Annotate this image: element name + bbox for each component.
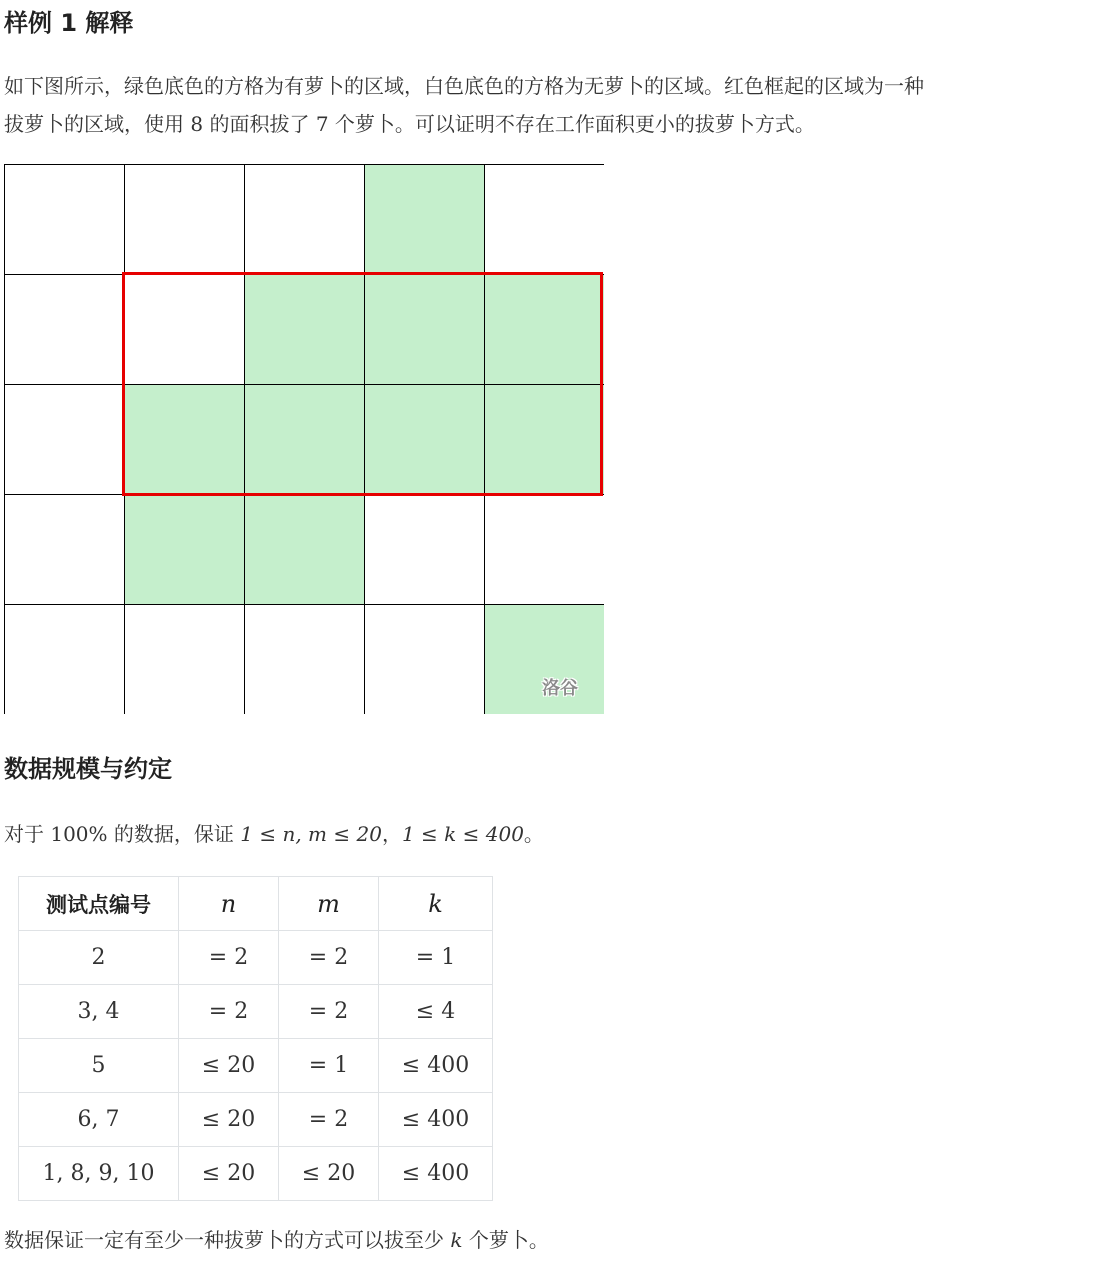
k-range-expr: 1 ≤ k ≤ 400	[401, 822, 524, 846]
percentage-value: 100%	[50, 822, 108, 846]
cell-m: = 2	[279, 931, 379, 985]
empty-cell	[124, 164, 244, 274]
empty-cell	[244, 164, 364, 274]
empty-cell	[364, 494, 484, 604]
cell-n: = 2	[179, 985, 279, 1039]
empty-cell	[124, 604, 244, 714]
area-value: 8	[190, 112, 204, 136]
constraints-text-b: 的数据，保证	[107, 822, 241, 846]
header-n: n	[179, 877, 279, 931]
cell-test-id: 1, 8, 9, 10	[19, 1147, 179, 1201]
guarantee-text-a: 数据保证一定有至少一种拔萝卜的方式可以拔至少	[4, 1228, 451, 1252]
explanation-text-2c: 个萝卜。可以证明不存在工作面积更小的拔萝卜方式。	[328, 112, 815, 136]
k-symbol	[450, 1228, 462, 1252]
cell-k: ≤ 4	[379, 985, 493, 1039]
table-row	[19, 931, 493, 985]
constraints-end: 。	[523, 822, 544, 846]
empty-cell	[4, 384, 124, 494]
test-constraints-table	[18, 876, 493, 1201]
cell-m: = 2	[279, 1093, 379, 1147]
constraints-text-a: 对于	[4, 822, 51, 846]
cell-k: = 1	[379, 931, 493, 985]
explanation-text-2a: 拔萝卜的区域，使用	[4, 112, 191, 136]
carrot-count-value: 7	[315, 112, 329, 136]
cell-test-id: 5	[19, 1039, 179, 1093]
table-header-row	[19, 877, 493, 931]
cell-n: ≤ 20	[179, 1147, 279, 1201]
cell-k: ≤ 400	[379, 1147, 493, 1201]
header-k: k	[379, 877, 493, 931]
table-row	[19, 985, 493, 1039]
k-range	[402, 822, 524, 846]
empty-cell	[4, 494, 124, 604]
cell-m: = 1	[279, 1039, 379, 1093]
cell-n: ≤ 20	[179, 1093, 279, 1147]
explanation-line-1	[4, 68, 924, 104]
carrot-cell	[244, 494, 364, 604]
empty-cell	[484, 494, 604, 604]
table-row	[19, 1039, 493, 1093]
explanation-text-1: 如下图所示，绿色底色的方格为有萝卜的区域，白色底色的方格为无萝卜的区域。红色框起的区域为一种	[4, 74, 924, 98]
empty-cell	[244, 604, 364, 714]
k-symbol-italic: k	[450, 1228, 463, 1252]
empty-cell	[484, 164, 604, 274]
guarantee-note	[4, 1222, 549, 1258]
empty-cell	[4, 274, 124, 384]
header-m: m	[279, 877, 379, 931]
empty-cell	[4, 604, 124, 714]
cell-test-id: 3, 4	[19, 985, 179, 1039]
explanation-line-2	[4, 106, 815, 142]
guarantee-text-b: 个萝卜。	[462, 1228, 549, 1252]
nm-range	[240, 822, 382, 846]
table-row	[19, 1147, 493, 1201]
cell-k: ≤ 400	[379, 1093, 493, 1147]
cell-test-id: 6, 7	[19, 1093, 179, 1147]
nm-range-expr: 1 ≤ n, m ≤ 20	[240, 822, 382, 846]
cell-n: = 2	[179, 931, 279, 985]
cell-m: = 2	[279, 985, 379, 1039]
empty-cell	[364, 604, 484, 714]
sample-explanation-heading: 样例 1 解释	[4, 9, 134, 37]
explanation-text-2b: 的面积拔了	[203, 112, 316, 136]
cell-test-id: 2	[19, 931, 179, 985]
selected-region-frame	[122, 272, 603, 496]
constraints-intro	[4, 816, 544, 852]
empty-cell	[4, 164, 124, 274]
carrot-cell	[364, 164, 484, 274]
cell-m: ≤ 20	[279, 1147, 379, 1201]
cell-n: ≤ 20	[179, 1039, 279, 1093]
constraints-sep: ，	[381, 822, 402, 846]
carrot-cell	[124, 494, 244, 604]
luogu-watermark: 洛谷	[542, 678, 578, 699]
cell-k: ≤ 400	[379, 1039, 493, 1093]
constraints-heading: 数据规模与约定	[4, 755, 172, 783]
table-row	[19, 1093, 493, 1147]
header-test-id: 测试点编号	[19, 877, 179, 931]
